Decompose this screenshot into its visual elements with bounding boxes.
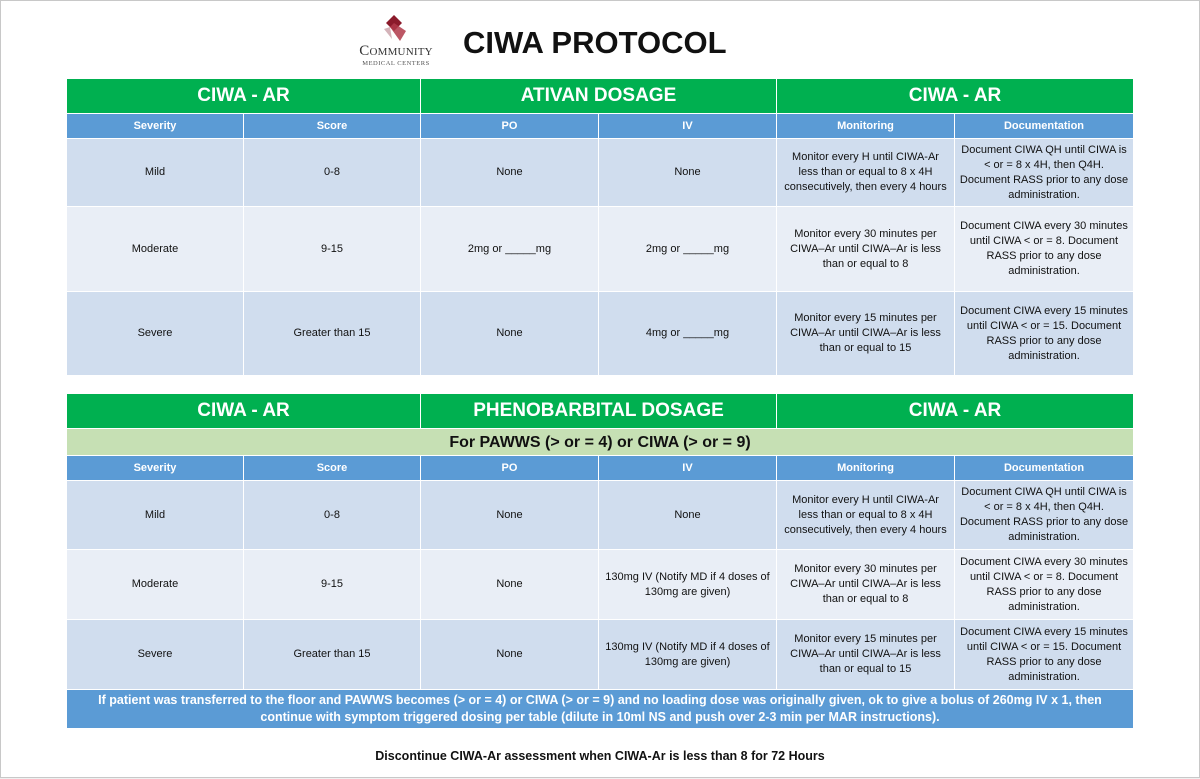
group-header-ciwa-ar-right: CIWA - AR <box>777 79 1134 114</box>
group-header-ciwa-ar-left: CIWA - AR <box>67 394 421 429</box>
cell-po: None <box>421 139 599 207</box>
logo-mark-icon <box>380 13 408 43</box>
cell-score: 9-15 <box>244 207 421 292</box>
col-header-iv: IV <box>599 456 777 481</box>
group-header-ciwa-ar-left: CIWA - AR <box>67 79 421 114</box>
cell-documentation: Document CIWA every 15 minutes until CIWA < or = 15. Document RASS prior to any dose administration. <box>955 292 1134 376</box>
loading-dose-note: If patient was transferred to the floor and PAWWS becomes (> or = 4) or CIWA (> or = 9) and no loading dose was originally given, ok to give a bolus of 260mg IV x 1, then continue with symptom triggered dosing per table (dilute in 10ml NS and push over 2-3 min per MAR instructions). <box>67 690 1134 729</box>
cell-documentation: Document CIWA every 15 minutes until CIWA < or = 15. Document RASS prior to any dose administration. <box>955 620 1134 690</box>
cell-iv: 130mg IV (Notify MD if 4 doses of 130mg are given) <box>599 620 777 690</box>
cell-monitoring: Monitor every 15 minutes per CIWA–Ar until CIWA–Ar is less than or equal to 15 <box>777 620 955 690</box>
cell-score: 0-8 <box>244 481 421 550</box>
table-row <box>67 481 1134 550</box>
group-header-row <box>67 79 1134 114</box>
col-header-score: Score <box>244 456 421 481</box>
cell-severity: Moderate <box>67 207 244 292</box>
cell-monitoring: Monitor every 30 minutes per CIWA–Ar until CIWA–Ar is less than or equal to 8 <box>777 207 955 292</box>
column-header-row <box>67 456 1134 481</box>
cell-severity: Severe <box>67 620 244 690</box>
cell-score: 0-8 <box>244 139 421 207</box>
table-row <box>67 292 1134 376</box>
table-row <box>67 139 1134 207</box>
subheader-row <box>67 429 1134 456</box>
cell-po: 2mg or _____mg <box>421 207 599 292</box>
ativan-table <box>66 78 1134 376</box>
col-header-severity: Severity <box>67 114 244 139</box>
cell-severity: Moderate <box>67 550 244 620</box>
cell-monitoring: Monitor every 15 minutes per CIWA–Ar until CIWA–Ar is less than or equal to 15 <box>777 292 955 376</box>
discontinue-footer: Discontinue CIWA-Ar assessment when CIWA-Ar is less than 8 for 72 Hours <box>375 749 825 763</box>
cell-monitoring: Monitor every H until CIWA-Ar less than or equal to 8 x 4H consecutively, then every 4 hours <box>777 139 955 207</box>
cell-monitoring: Monitor every H until CIWA-Ar less than or equal to 8 x 4H consecutively, then every 4 hours <box>777 481 955 550</box>
col-header-po: PO <box>421 114 599 139</box>
community-logo <box>350 13 442 69</box>
col-header-po: PO <box>421 456 599 481</box>
cell-po: None <box>421 481 599 550</box>
cell-score: Greater than 15 <box>244 620 421 690</box>
cell-severity: Severe <box>67 292 244 376</box>
cell-documentation: Document CIWA every 30 minutes until CIWA < or = 8. Document RASS prior to any dose administration. <box>955 207 1134 292</box>
cell-iv: 2mg or _____mg <box>599 207 777 292</box>
cell-severity: Mild <box>67 481 244 550</box>
col-header-monitoring: Monitoring <box>777 114 955 139</box>
cell-severity: Mild <box>67 139 244 207</box>
pawws-criteria-subheader: For PAWWS (> or = 4) or CIWA (> or = 9) <box>67 429 1134 456</box>
phenobarbital-table <box>66 393 1134 729</box>
group-header-row <box>67 394 1134 429</box>
logo-name: Community <box>359 43 433 59</box>
group-header-phenobarbital-dosage: PHENOBARBITAL DOSAGE <box>421 394 777 429</box>
logo-subtitle: MEDICAL CENTERS <box>362 60 430 67</box>
cell-iv: 130mg IV (Notify MD if 4 doses of 130mg are given) <box>599 550 777 620</box>
cell-documentation: Document CIWA every 30 minutes until CIWA < or = 8. Document RASS prior to any dose administration. <box>955 550 1134 620</box>
col-header-monitoring: Monitoring <box>777 456 955 481</box>
cell-score: Greater than 15 <box>244 292 421 376</box>
table-row <box>67 207 1134 292</box>
table-row <box>67 550 1134 620</box>
col-header-documentation: Documentation <box>955 456 1134 481</box>
cell-iv: None <box>599 139 777 207</box>
cell-po: None <box>421 550 599 620</box>
col-header-severity: Severity <box>67 456 244 481</box>
col-header-score: Score <box>244 114 421 139</box>
cell-documentation: Document CIWA QH until CIWA is < or = 8 x 4H, then Q4H. Document RASS prior to any dose administration. <box>955 139 1134 207</box>
cell-po: None <box>421 292 599 376</box>
note-row <box>67 690 1134 729</box>
col-header-documentation: Documentation <box>955 114 1134 139</box>
group-header-ciwa-ar-right: CIWA - AR <box>777 394 1134 429</box>
page-header <box>1 1 1199 77</box>
cell-iv: 4mg or _____mg <box>599 292 777 376</box>
cell-documentation: Document CIWA QH until CIWA is < or = 8 x 4H, then Q4H. Document RASS prior to any dose administration. <box>955 481 1134 550</box>
table-row <box>67 620 1134 690</box>
cell-iv: None <box>599 481 777 550</box>
cell-score: 9-15 <box>244 550 421 620</box>
col-header-iv: IV <box>599 114 777 139</box>
column-header-row <box>67 114 1134 139</box>
cell-monitoring: Monitor every 30 minutes per CIWA–Ar until CIWA–Ar is less than or equal to 8 <box>777 550 955 620</box>
cell-po: None <box>421 620 599 690</box>
group-header-ativan-dosage: ATIVAN DOSAGE <box>421 79 777 114</box>
page-title: CIWA PROTOCOL <box>463 25 727 60</box>
